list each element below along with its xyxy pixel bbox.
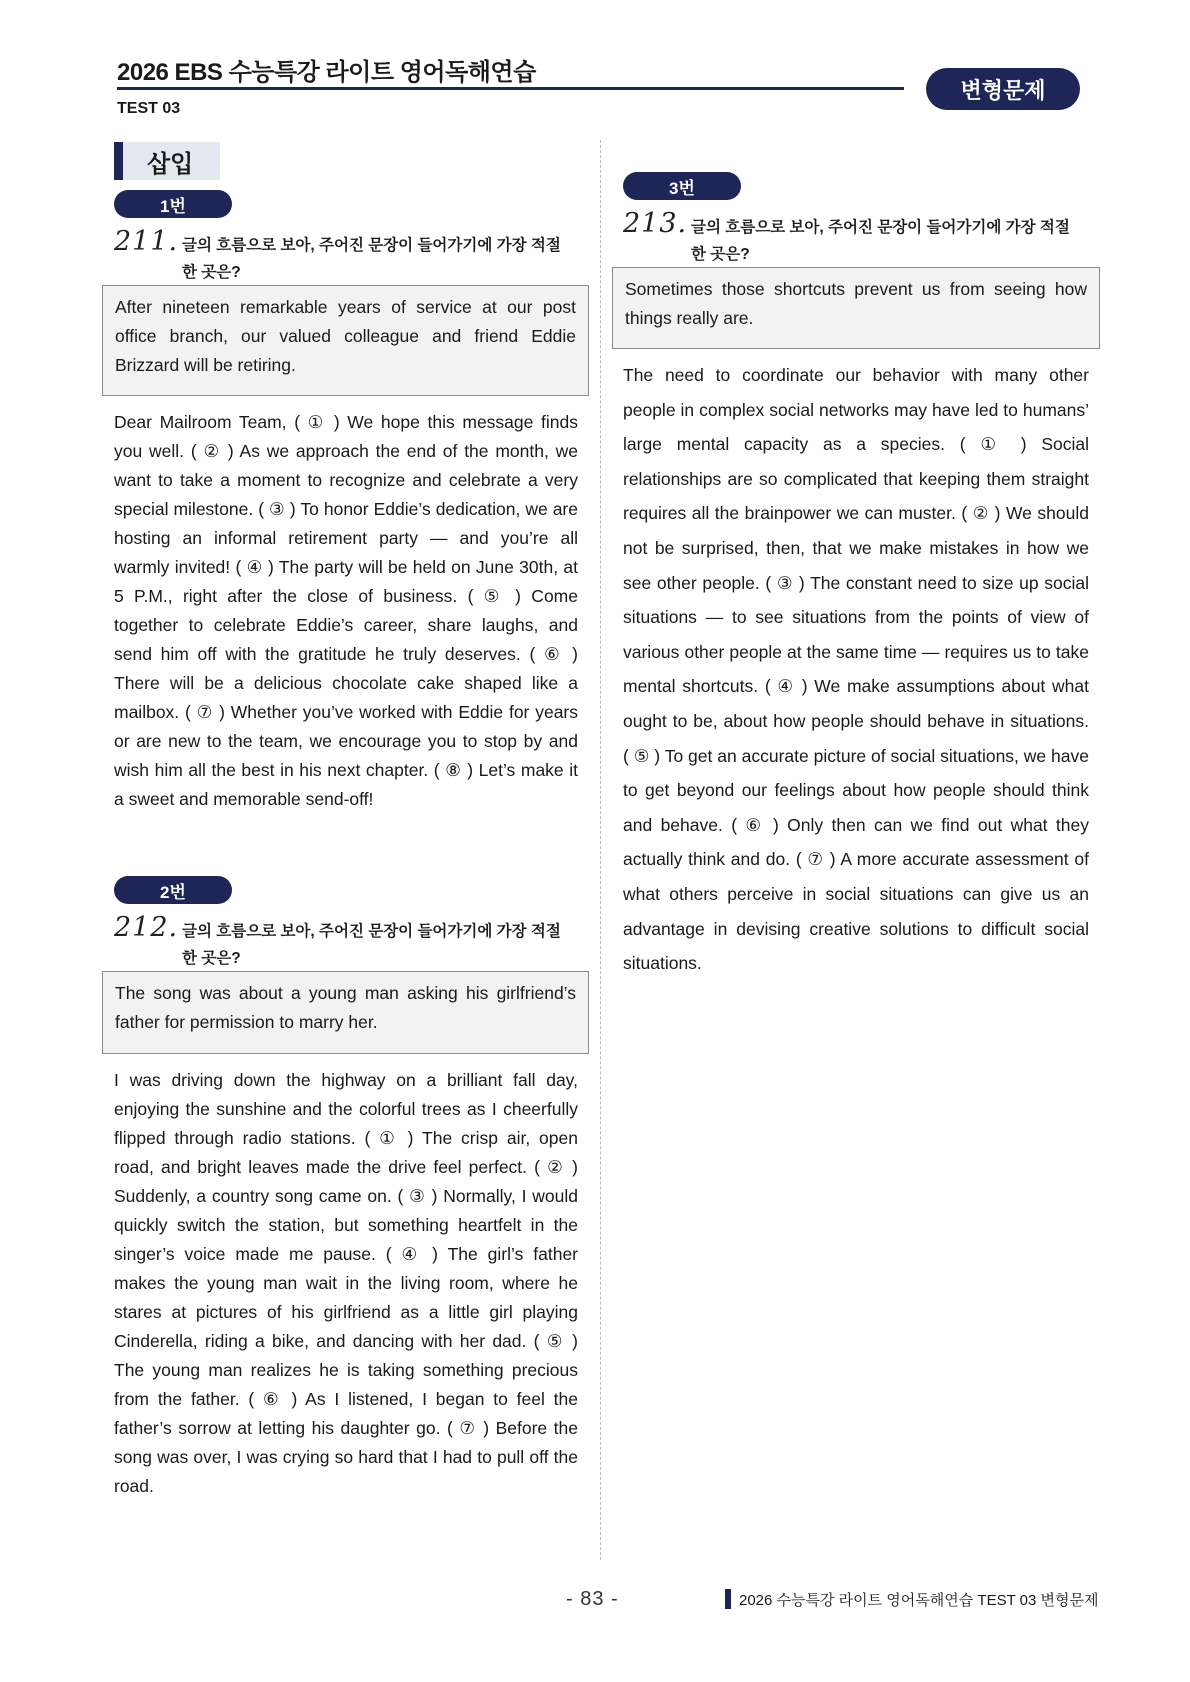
section-heading-bar xyxy=(114,142,123,180)
document-title: 2026 EBS 수능특강 라이트 영어독해연습 xyxy=(117,59,536,86)
footer-text: 2026 수능특강 라이트 영어독해연습 TEST 03 변형문제 xyxy=(739,1591,1099,1609)
footer-bar xyxy=(725,1589,731,1609)
question-prompt xyxy=(182,232,561,286)
header-rule xyxy=(117,87,904,90)
question-number: 211. xyxy=(114,226,179,257)
given-sentence-box: Sometimes those shortcuts prevent us from seeing how things really are. xyxy=(612,267,1100,349)
column-divider xyxy=(600,140,601,1560)
header-badge: 변형문제 xyxy=(926,68,1080,110)
footer xyxy=(725,1588,1098,1610)
question-prompt-line2: 한 곳은? xyxy=(182,264,241,281)
test-label: TEST 03 xyxy=(117,100,181,117)
question-badge-2: 2번 xyxy=(114,876,232,904)
question-prompt-line1: 글의 흐름으로 보아, 주어진 문장이 들어가기에 가장 적절 xyxy=(691,219,1070,236)
question-header-212 xyxy=(114,912,578,972)
question-number: 213. xyxy=(623,208,688,239)
given-sentence-box: After nineteen remarkable years of service at our post office branch, our valued colleague and friend Eddie Brizzard will be retiring. xyxy=(102,285,589,396)
given-sentence-box: The song was about a young man asking his girlfriend’s father for permission to marry her. xyxy=(102,971,589,1054)
question-header-213 xyxy=(623,208,1089,268)
page-number: - 83 - xyxy=(566,1588,619,1610)
question-prompt-line2: 한 곳은? xyxy=(691,246,750,263)
question-number: 212. xyxy=(114,912,179,943)
question-prompt-line1: 글의 흐름으로 보아, 주어진 문장이 들어가기에 가장 적절 xyxy=(182,923,561,940)
question-prompt-line2: 한 곳은? xyxy=(182,950,241,967)
question-prompt-line1: 글의 흐름으로 보아, 주어진 문장이 들어가기에 가장 적절 xyxy=(182,237,561,254)
section-heading xyxy=(114,142,220,180)
question-prompt xyxy=(182,918,561,972)
passage-212: I was driving down the highway on a brilliant fall day, enjoying the sunshine and the colorful trees as I cheerfully flipped through radio stations. ( ① ) The crisp air, open road, and bright leaves made the drive feel perfect. ( ② ) Suddenly, a country song came on. ( ③ ) Normally, I would quickly switch the station, but something heartfelt in the singer’s voice made me pause. ( ④ ) The girl’s father makes the young man wait in the living room, where he stares at pictures of his girlfriend as a little girl playing Cinderella, riding a bike, and dancing with her dad. ( ⑤ ) The young man realizes he is taking something precious from the father. ( ⑥ ) As I listened, I began to feel the father’s sorrow at letting his daughter go. ( ⑦ ) Before the song was over, I was crying so hard that I had to pull off the road. xyxy=(114,1070,578,1496)
passage-211: Dear Mailroom Team, ( ① ) We hope this message finds you well. ( ② ) As we approach the end of the month, we want to take a moment to recognize and celebrate a very special milestone. ( ③ ) To honor Eddie’s dedication, we are hosting an informal retirement party — and you’re all warmly invited! ( ④ ) The party will be held on June 30th, at 5 P.M., right after the close of business. ( ⑤ ) Come together to celebrate Eddie’s career, share laughs, and send him off with the gratitude he truly deserves. ( ⑥ ) There will be a delicious chocolate cake shaped like a mailbox. ( ⑦ ) Whether you’ve worked with Eddie for years or are new to the team, we encourage you to stop by and wish him all the best in his next chapter. ( ⑧ ) Let’s make it a sweet and memorable send-off! xyxy=(114,412,578,809)
passage-213: The need to coordinate our behavior with many other people in complex social networks may have led to humans’ large mental capacity as a species. ( ① ) Social relationships are so complicated that keeping them straight requires all the brainpower we can muster. ( ② ) We should not be surprised, then, that we make mistakes in how we see other people. ( ③ ) The constant need to size up social situations — to see situations from the points of view of various other people at the same time — requires us to take mental shortcuts. ( ④ ) We make assumptions about what ought to be, about how people should behave in situations. ( ⑤ ) To get an accurate picture of social situations, we have to get beyond our feelings about how people should think and behave. ( ⑥ ) Only then can we find out what they actually think and do. ( ⑦ ) A more accurate assessment of what others perceive in social situations can give us an advantage in devising creative solutions to difficult social situations. xyxy=(623,365,1089,974)
question-prompt xyxy=(691,214,1070,268)
section-heading-label: 삽입 xyxy=(147,150,194,178)
question-badge-1: 1번 xyxy=(114,190,232,218)
question-badge-3: 3번 xyxy=(623,172,741,200)
question-header-211 xyxy=(114,226,578,286)
